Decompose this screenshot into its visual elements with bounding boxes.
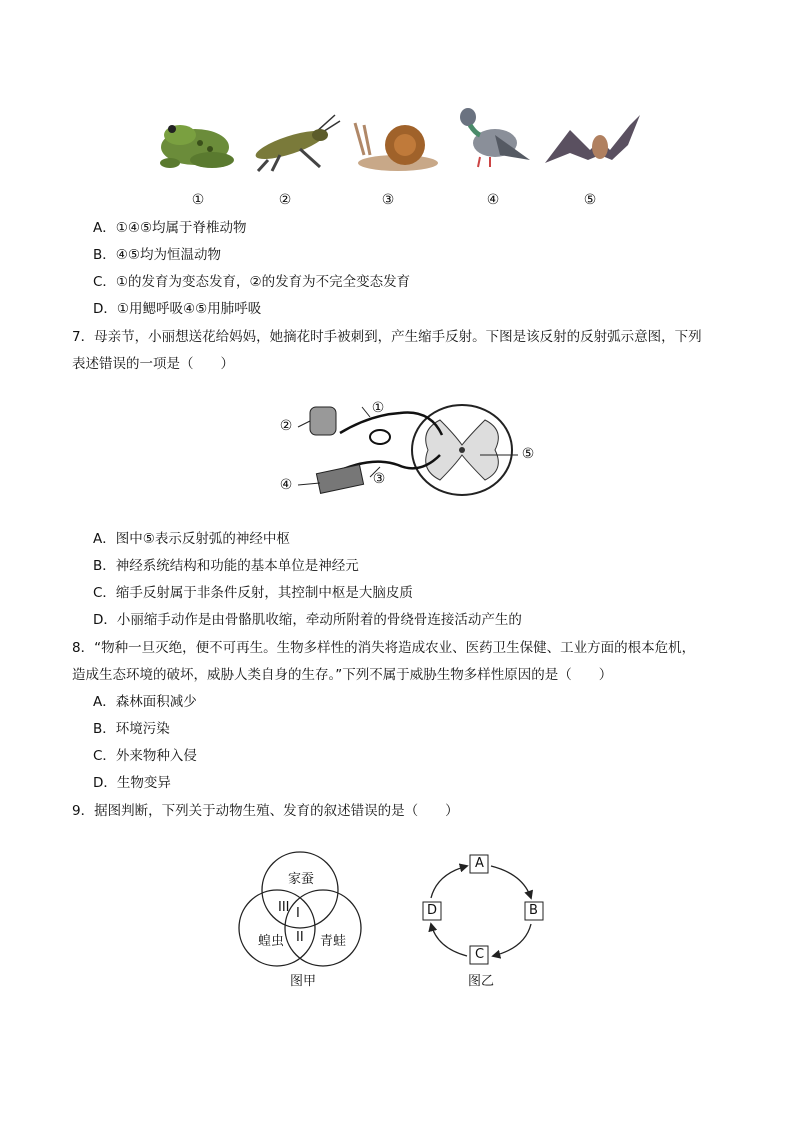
q6-option-d: D．①用鳃呼吸④⑤用肺呼吸 [93,301,262,317]
animal-number-3: ③ [381,192,395,208]
snail-image [355,123,438,171]
q7-stem-line1: 7．母亲节，小丽想送花给妈妈，她摘花时手被刺到，产生缩手反射。下图是该反射的反射弧示意图，下列 [72,329,702,345]
q8-stem-line1: 8．“物种一旦灭绝，便不可再生。生物多样性的消失将造成农业、医药卫生保健、工业方面的根本危机， [72,640,696,656]
pigeon-image [460,108,530,167]
venn-label-silkworm: 家蚕 [288,872,315,887]
animal-number-4: ④ [486,192,500,208]
reflex-arc-diagram [270,395,550,505]
reflex-label-1: ① [371,400,385,416]
reflex-label-5: ⑤ [521,446,535,462]
reflex-label-3: ③ [372,471,386,487]
reflex-label-2: ② [279,418,293,434]
venn-region-3: III [278,900,290,915]
animal-number-1: ① [191,192,205,208]
bat-image [545,115,640,163]
q6-option-c: C．①的发育为变态发育，②的发育为不完全变态发育 [93,274,411,290]
cycle-caption: 图乙 [468,974,495,989]
q6-option-a: A．①④⑤均属于脊椎动物 [93,220,247,236]
q8-option-c: C．外来物种入侵 [93,748,197,764]
venn-region-2: II [296,930,304,945]
venn-label-frog: 青蛙 [320,934,347,949]
animal-number-5: ⑤ [583,192,597,208]
cycle-node-a: A [475,856,484,871]
q8-stem-line2: 造成生态环境的破坏，威胁人类自身的生存。”下列不属于威胁生物多样性原因的是（ ） [72,667,613,683]
venn-label-locust: 蝗虫 [258,934,285,949]
animal-number-2: ② [278,192,292,208]
animal-images [150,105,650,180]
q7-stem-line2: 表述错误的一项是（ ） [72,356,234,372]
q7-option-b: B．神经系统结构和功能的基本单位是神经元 [93,558,359,574]
grasshopper-image [253,115,340,171]
cycle-node-c: C [475,947,485,962]
q6-option-b: B．④⑤均为恒温动物 [93,247,221,263]
venn-region-1: I [296,906,300,921]
q9-stem: 9．据图判断，下列关于动物生殖、发育的叙述错误的是（ ） [72,803,459,819]
cycle-node-b: B [529,903,538,918]
q7-option-a: A．图中⑤表示反射弧的神经中枢 [93,531,290,547]
q8-option-a: A．森林面积减少 [93,694,197,710]
q7-option-c: C．缩手反射属于非条件反射，其控制中枢是大脑皮质 [93,585,413,601]
venn-caption: 图甲 [290,974,317,989]
cycle-node-d: D [427,903,438,918]
reflex-label-4: ④ [279,477,293,493]
q8-option-d: D．生物变异 [93,775,171,791]
frog-image [160,125,234,168]
q8-option-b: B．环境污染 [93,721,170,737]
q7-option-d: D．小丽缩手动作是由骨骼肌收缩，牵动所附着的骨绕骨连接活动产生的 [93,612,522,628]
